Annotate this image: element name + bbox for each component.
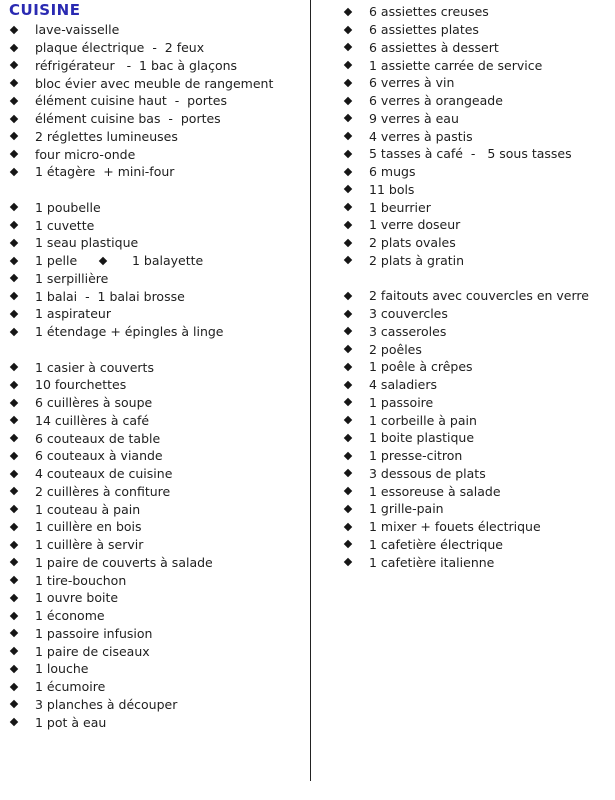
item-label: 2 réglettes lumineuses: [35, 128, 178, 144]
bullet-cell: [8, 258, 35, 264]
item-label: 6 assiettes à dessert: [369, 39, 499, 55]
item-label: 6 cuillères à soupe: [35, 395, 153, 411]
list-item: [342, 482, 610, 500]
diamond-bullet-icon: [10, 221, 18, 229]
bullet-cell: [8, 204, 35, 210]
item-label: 5 tasses à café - 5 sous tasses: [369, 146, 572, 162]
item-label: 10 fourchettes: [35, 377, 127, 393]
item-label: 3 planches à découper: [35, 696, 178, 712]
list-item: [342, 376, 610, 394]
bullet-cell: [8, 275, 35, 281]
bullet-cell: [342, 382, 369, 388]
bullet-cell: [342, 506, 369, 512]
list-item: [342, 110, 610, 128]
diamond-bullet-icon: [344, 345, 352, 353]
item-label: 1 boite plastique: [369, 430, 475, 446]
diamond-bullet-icon: [10, 718, 18, 726]
diamond-bullet-icon: [10, 327, 18, 335]
item-label: 1 ouvre boite: [35, 590, 119, 606]
diamond-bullet-icon: [344, 398, 352, 406]
diamond-bullet-icon: [10, 505, 18, 513]
diamond-bullet-icon: [344, 96, 352, 104]
item-group: [8, 199, 304, 341]
list-item: [342, 340, 610, 358]
item-label: 6 couteaux à viande: [35, 448, 163, 464]
diamond-bullet-icon: [10, 363, 18, 371]
list-item: [8, 625, 304, 643]
list-item: [342, 553, 610, 571]
list-item: [342, 500, 610, 518]
diamond-bullet-icon: [10, 416, 18, 424]
list-item: [342, 216, 610, 234]
bullet-cell: [8, 98, 35, 104]
diamond-bullet-icon: [344, 167, 352, 175]
diamond-bullet-icon: [344, 79, 352, 87]
diamond-bullet-icon: [10, 452, 18, 460]
bullet-cell: [8, 151, 35, 157]
bullet-cell: [342, 62, 369, 68]
list-item: [342, 127, 610, 145]
diamond-bullet-icon: [10, 611, 18, 619]
bullet-cell: [342, 524, 369, 530]
diamond-bullet-icon: [344, 434, 352, 442]
item-label: 1 presse-citron: [369, 448, 463, 464]
item-label: 1 paire de couverts à salade: [35, 554, 213, 570]
item-label: 1 poubelle: [35, 199, 101, 215]
list-item: [342, 39, 610, 57]
list-item: [8, 554, 304, 572]
list-item: [8, 39, 304, 57]
diamond-bullet-icon: [10, 168, 18, 176]
diamond-bullet-icon: [10, 43, 18, 51]
bullet-cell: [342, 204, 369, 210]
diamond-bullet-icon: [10, 434, 18, 442]
diamond-bullet-icon: [344, 203, 352, 211]
diamond-bullet-icon: [344, 25, 352, 33]
bullet-cell: [342, 435, 369, 441]
list-item: [8, 92, 304, 110]
list-item: [8, 163, 304, 181]
list-item: [342, 145, 610, 163]
list-item: [342, 163, 610, 181]
diamond-bullet-icon: [10, 274, 18, 282]
list-item: [8, 713, 304, 731]
diamond-bullet-icon: [344, 416, 352, 424]
bullet-cell: [8, 701, 35, 707]
diamond-bullet-icon: [10, 523, 18, 531]
bullet-cell: [342, 186, 369, 192]
item-label: 6 assiettes plates: [369, 22, 479, 38]
list-item: [8, 57, 304, 75]
list-item: [342, 465, 610, 483]
list-item: [342, 447, 610, 465]
list-item: [8, 412, 304, 430]
list-item: [342, 181, 610, 199]
item-label: 2 plats à gratin: [369, 252, 465, 268]
item-label: 4 couteaux de cuisine: [35, 466, 173, 482]
list-item: [342, 536, 610, 554]
item-label: 1 écumoire: [35, 679, 106, 695]
item-label: 4 verres à pastis: [369, 128, 473, 144]
item-label: bloc évier avec meuble de rangement: [35, 75, 274, 91]
list-item: [342, 429, 610, 447]
right-column: [342, 3, 610, 571]
list-item: [342, 287, 610, 305]
list-item: [342, 358, 610, 376]
item-label: 1 seau plastique: [35, 235, 139, 251]
list-item: [8, 216, 304, 234]
list-item: [342, 21, 610, 39]
bullet-cell: [342, 346, 369, 352]
bullet-cell: [342, 133, 369, 139]
bullet-cell: [8, 80, 35, 86]
bullet-cell: [8, 506, 35, 512]
bullet-cell: [8, 222, 35, 228]
bullet-cell: [342, 328, 369, 334]
item-label: 3 casseroles: [369, 323, 447, 339]
bullet-cell: [8, 577, 35, 583]
bullet-cell: [342, 399, 369, 405]
diamond-bullet-icon: [10, 540, 18, 548]
list-item: [8, 305, 304, 323]
item-label: 1 paire de ciseaux: [35, 643, 150, 659]
list-item: [8, 128, 304, 146]
item-label: 1 cafetière électrique: [369, 536, 503, 552]
item-label: 14 cuillères à café: [35, 412, 150, 428]
diamond-bullet-icon: [99, 256, 107, 264]
diamond-bullet-icon: [10, 97, 18, 105]
item-label: 1 cuvette: [35, 217, 95, 233]
bullet-cell: [342, 98, 369, 104]
item-label: 1 louche: [35, 661, 89, 677]
list-item: [342, 56, 610, 74]
diamond-bullet-icon: [10, 700, 18, 708]
diamond-bullet-icon: [344, 327, 352, 335]
diamond-bullet-icon: [10, 150, 18, 158]
bullet-cell: [8, 240, 35, 246]
item-label: 1 aspirateur: [35, 306, 111, 322]
item-label: 1 tire-bouchon: [35, 572, 127, 588]
diamond-bullet-icon: [344, 309, 352, 317]
item-label: 6 assiettes creuses: [369, 4, 489, 20]
diamond-bullet-icon: [344, 114, 352, 122]
list-item: [8, 642, 304, 660]
item-label: élément cuisine bas - portes: [35, 111, 221, 127]
diamond-bullet-icon: [344, 256, 352, 264]
bullet-cell: [342, 559, 369, 565]
diamond-bullet-icon: [344, 8, 352, 16]
bullet-cell: [342, 115, 369, 121]
item-label: élément cuisine haut - portes: [35, 93, 227, 109]
list-item: [8, 500, 304, 518]
bullet-cell: [8, 488, 35, 494]
list-item: [8, 447, 304, 465]
bullet-cell: [8, 293, 35, 299]
diamond-bullet-icon: [10, 203, 18, 211]
item-label: 6 verres à orangeade: [369, 93, 503, 109]
page-title: CUISINE: [9, 1, 81, 19]
bullet-cell: [342, 240, 369, 246]
item-label: 1 casier à couverts: [35, 359, 154, 375]
bullet-cell: [8, 400, 35, 406]
diamond-bullet-icon: [344, 451, 352, 459]
bullet-cell: [342, 44, 369, 50]
list-item: [342, 198, 610, 216]
item-label: 1 étendage + épingles à linge: [35, 324, 224, 340]
item-label: 1 économe: [35, 608, 105, 624]
diamond-bullet-icon: [10, 647, 18, 655]
list-item: [342, 323, 610, 341]
diamond-bullet-icon: [344, 505, 352, 513]
diamond-bullet-icon: [10, 256, 18, 264]
item-label: 1 cafetière italienne: [369, 554, 495, 570]
diamond-bullet-icon: [10, 398, 18, 406]
item-label: 2 poêles: [369, 341, 422, 357]
list-item: [8, 145, 304, 163]
bullet-cell: [8, 666, 35, 672]
diamond-bullet-icon: [10, 26, 18, 34]
item-group: [8, 358, 304, 731]
diamond-bullet-icon: [344, 150, 352, 158]
list-item: [342, 305, 610, 323]
bullet-cell: [342, 169, 369, 175]
item-label: lave-vaisselle: [35, 22, 120, 38]
diamond-bullet-icon: [344, 132, 352, 140]
diamond-bullet-icon: [10, 292, 18, 300]
list-item: [8, 536, 304, 554]
bullet-cell: [8, 453, 35, 459]
item-label: 1 cuillère à servir: [35, 537, 144, 553]
item-label: 1 étagère + mini-four: [35, 164, 175, 180]
item-label: réfrigérateur - 1 bac à glaçons: [35, 57, 238, 73]
column-divider-line: [310, 0, 311, 781]
bullet-cell: [342, 364, 369, 370]
bullet-cell: [8, 311, 35, 317]
item-label: 3 dessous de plats: [369, 465, 486, 481]
diamond-bullet-icon: [344, 380, 352, 388]
bullet-cell: [8, 116, 35, 122]
item-label: 6 couteaux de table: [35, 430, 161, 446]
bullet-cell: [342, 9, 369, 15]
item-label: 2 plats ovales: [369, 235, 456, 251]
list-item: [342, 74, 610, 92]
bullet-cell: [8, 559, 35, 565]
bullet-cell: [8, 435, 35, 441]
list-item: [8, 234, 304, 252]
diamond-bullet-icon: [10, 79, 18, 87]
diamond-bullet-icon: [344, 363, 352, 371]
bullet-cell: [8, 613, 35, 619]
item-label: 1 balai - 1 balai brosse: [35, 288, 185, 304]
item-label: 1 mixer + fouets électrique: [369, 519, 541, 535]
item-label: 1 corbeille à pain: [369, 412, 477, 428]
list-item: [8, 465, 304, 483]
item-label: 2 cuillères à confiture: [35, 483, 171, 499]
bullet-cell: [342, 257, 369, 263]
diamond-bullet-icon: [10, 381, 18, 389]
diamond-bullet-icon: [344, 469, 352, 477]
bullet-cell: [342, 453, 369, 459]
bullet-cell: [342, 222, 369, 228]
list-item: [8, 376, 304, 394]
diamond-bullet-icon: [10, 310, 18, 318]
diamond-bullet-icon: [344, 487, 352, 495]
list-item: [342, 394, 610, 412]
list-item: [8, 589, 304, 607]
diamond-bullet-icon: [344, 43, 352, 51]
diamond-bullet-icon: [344, 522, 352, 530]
bullet-cell: [8, 27, 35, 33]
bullet-cell: [342, 151, 369, 157]
diamond-bullet-icon: [10, 576, 18, 584]
list-item: [8, 571, 304, 589]
list-item: [342, 411, 610, 429]
diamond-bullet-icon: [344, 221, 352, 229]
item-label: 1 serpillière: [35, 270, 109, 286]
bullet-cell: [8, 45, 35, 51]
item-label: 4 saladiers: [369, 377, 437, 393]
list-item: [8, 270, 304, 288]
list-item: [8, 110, 304, 128]
item-label: 1 cuillère en bois: [35, 519, 142, 535]
diamond-bullet-icon: [10, 239, 18, 247]
diamond-bullet-icon: [10, 594, 18, 602]
diamond-bullet-icon: [10, 682, 18, 690]
item-label: 1 pot à eau: [35, 714, 107, 730]
list-item: [8, 199, 304, 217]
bullet-cell: [8, 417, 35, 423]
list-item: [8, 21, 304, 39]
bullet-cell: [8, 648, 35, 654]
item-group: [342, 3, 610, 269]
list-item: [342, 3, 610, 21]
diamond-bullet-icon: [344, 185, 352, 193]
list-item: [8, 358, 304, 376]
diamond-bullet-icon: [10, 665, 18, 673]
item-label: 1 couteau à pain: [35, 501, 141, 517]
list-item: [342, 92, 610, 110]
list-item: [8, 696, 304, 714]
diamond-bullet-icon: [10, 629, 18, 637]
bullet-cell: [342, 417, 369, 423]
diamond-bullet-icon: [344, 238, 352, 246]
item-label: 1 pelle: [35, 253, 78, 269]
item-label: plaque électrique - 2 feux: [35, 40, 205, 56]
item-label: 1 passoire infusion: [35, 625, 153, 641]
list-item: [8, 287, 304, 305]
bullet-cell: [342, 488, 369, 494]
diamond-bullet-icon: [344, 292, 352, 300]
item-label: 9 verres à eau: [369, 110, 459, 126]
list-item: [8, 429, 304, 447]
bullet-cell: [8, 630, 35, 636]
bullet-cell: [8, 719, 35, 725]
list-item: [8, 518, 304, 536]
diamond-bullet-icon: [10, 558, 18, 566]
list-item: [342, 252, 610, 270]
item-label: 6 verres à vin: [369, 75, 455, 91]
diamond-bullet-icon: [10, 487, 18, 495]
bullet-cell: [8, 542, 35, 548]
item-label: 1 balayette: [132, 253, 204, 269]
diamond-bullet-icon: [10, 469, 18, 477]
bullet-cell: [8, 471, 35, 477]
diamond-bullet-icon: [10, 132, 18, 140]
item-label: 11 bols: [369, 181, 415, 197]
bullet-cell: [8, 684, 35, 690]
item-label: 1 grille-pain: [369, 501, 444, 517]
left-column: [8, 2, 304, 731]
bullet-cell: [8, 329, 35, 335]
item-label: 2 faitouts avec couvercles en verre: [369, 288, 589, 304]
diamond-bullet-icon: [344, 61, 352, 69]
bullet-cell: [8, 62, 35, 68]
list-item: [8, 323, 304, 341]
item-group: [342, 287, 610, 571]
list-item: [8, 394, 304, 412]
list-item: [8, 483, 304, 501]
bullet-cell: [342, 541, 369, 547]
diamond-bullet-icon: [344, 540, 352, 548]
bullet-cell: [8, 133, 35, 139]
diamond-bullet-icon: [10, 61, 18, 69]
diamond-bullet-icon: [10, 114, 18, 122]
item-label: 1 assiette carrée de service: [369, 57, 543, 73]
bullet-cell: [8, 382, 35, 388]
bullet-cell: [8, 364, 35, 370]
item-label: four micro-onde: [35, 146, 136, 162]
list-item: [8, 660, 304, 678]
item-label: 1 passoire: [369, 394, 434, 410]
list-item: [342, 518, 610, 536]
item-label: 1 poêle à crêpes: [369, 359, 473, 375]
bullet-cell: [8, 169, 35, 175]
list-item: [8, 252, 304, 270]
item-label: 6 mugs: [369, 164, 416, 180]
bullet-cell: [342, 80, 369, 86]
diamond-bullet-icon: [344, 558, 352, 566]
bullet-cell: [342, 293, 369, 299]
item-label: 3 couvercles: [369, 306, 448, 322]
list-item: [8, 678, 304, 696]
list-item: [342, 234, 610, 252]
item-label: 1 beurrier: [369, 199, 431, 215]
item-group: [8, 21, 304, 181]
list-item: [8, 607, 304, 625]
bullet-cell: [342, 27, 369, 33]
list-item: [8, 74, 304, 92]
bullet-cell: [342, 470, 369, 476]
bullet-cell: [342, 311, 369, 317]
bullet-cell: [8, 595, 35, 601]
item-label: 1 essoreuse à salade: [369, 483, 501, 499]
item-label: 1 verre doseur: [369, 217, 461, 233]
bullet-cell: [8, 524, 35, 530]
